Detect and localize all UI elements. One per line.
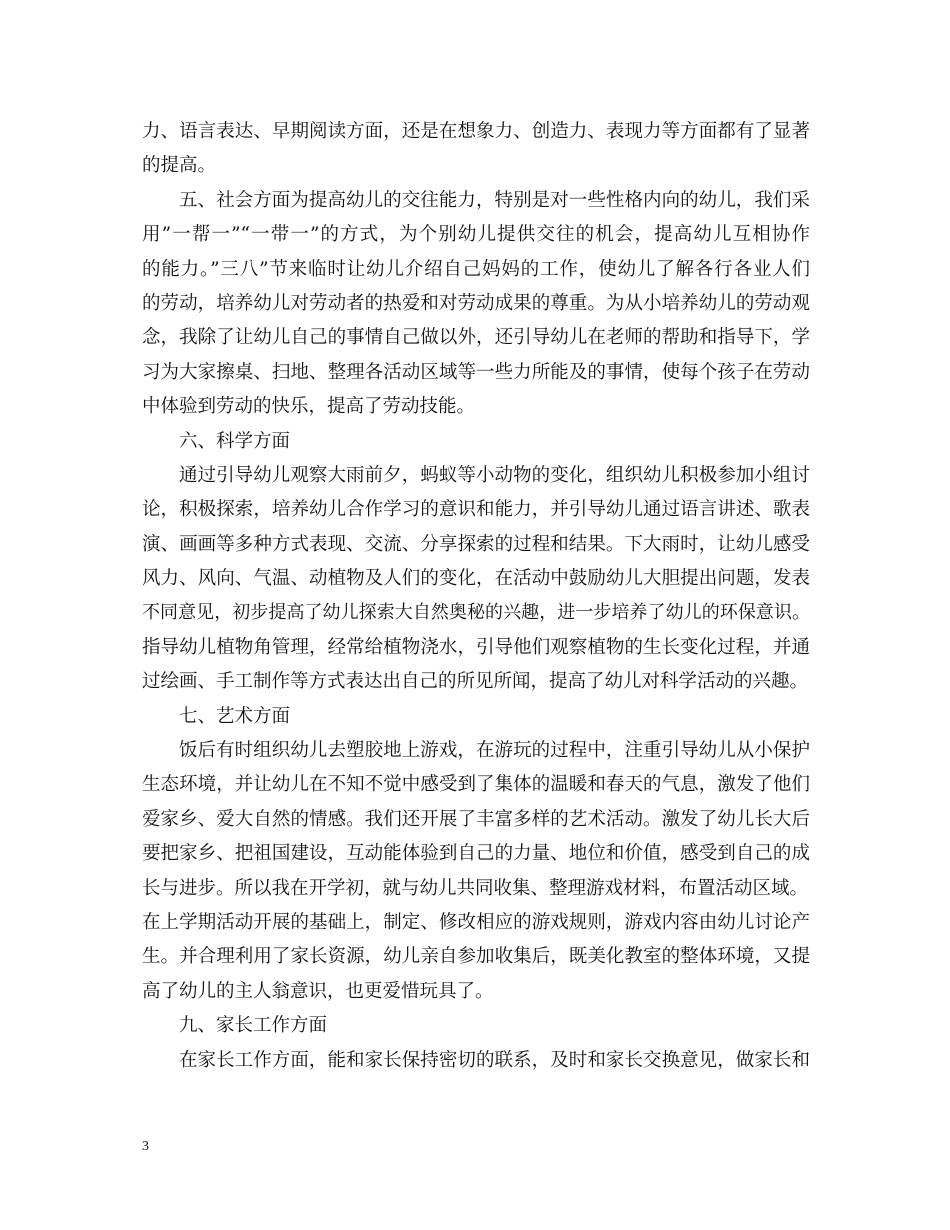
text-line: 七、艺术方面 [179, 705, 291, 727]
text-line: 五、社会方面为提高幼儿的交往能力，特别是对一些性格内向的幼儿，我们采 [179, 189, 810, 211]
text-line: 的劳动，培养幼儿对劳动者的热爱和对劳动成果的尊重。为从小培养幼儿的劳动观 [142, 292, 810, 314]
text-line: 饭后有时组织幼儿去塑胶地上游戏，在游玩的过程中，注重引导幼儿从小保护 [179, 740, 810, 762]
page-number: 3 [142, 1139, 149, 1154]
text-line: 念，我除了让幼儿自己的事情自己做以外，还引导幼儿在老师的帮助和指导下，学 [142, 327, 810, 349]
text-line: 过绘画、手工制作等方式表达出自己的所见所闻，提高了幼儿对科学活动的兴趣。 [142, 671, 809, 693]
text-line: 长与进步。所以我在开学初，就与幼儿共同收集、整理游戏材料，布置活动区域。 [142, 877, 809, 899]
text-line: 生。并合理利用了家长资源，幼儿亲自参加收集后，既美化教室的整体环境，又提 [142, 946, 810, 968]
text-line: 爱家乡、爱大自然的情感。我们还开展了丰富多样的艺术活动。激发了幼儿长大后 [142, 808, 810, 830]
text-line: 中体验到劳动的快乐，提高了劳动技能。 [142, 396, 476, 418]
text-line: 习为大家擦桌、扫地、整理各活动区域等一些力所能及的事情，使每个孩子在劳动 [142, 361, 810, 383]
text-line: 风力、风向、气温、动植物及人们的变化，在活动中鼓励幼儿大胆提出问题，发表 [142, 568, 810, 590]
text-line: 要把家乡、把祖国建设，互动能体验到自己的力量、地位和价值，感受到自己的成 [142, 843, 810, 865]
text-line: 论，积极探索，培养幼儿合作学习的意识和能力，并引导幼儿通过语言讲述、歌表 [142, 499, 810, 521]
text-line: 在家长工作方面，能和家长保持密切的联系，及时和家长交换意见，做家长和 [179, 1049, 810, 1071]
text-line: 高了幼儿的主人翁意识，也更爱惜玩具了。 [142, 980, 494, 1002]
text-line: 的能力。”三八”节来临时让幼儿介绍自己妈妈的工作，使幼儿了解各行各业人们 [142, 258, 810, 280]
text-line: 指导幼儿植物角管理，经常给植物浇水，引导他们观察植物的生长变化过程，并通 [142, 636, 810, 658]
text-line: 在上学期活动开展的基础上，制定、修改相应的游戏规则，游戏内容由幼儿讨论产 [142, 911, 810, 933]
text-line: 六、科学方面 [179, 430, 291, 452]
text-line: 演、画画等多种方式表现、交流、分享探索的过程和结果。下大雨时，让幼儿感受 [142, 533, 810, 555]
text-line: 的提高。 [142, 155, 217, 177]
text-line: 生态环境，并让幼儿在不知不觉中感受到了集体的温暖和春天的气息，激发了他们 [142, 774, 810, 796]
text-line: 力、语言表达、早期阅读方面，还是在想象力、创造力、表现力等方面都有了显著 [142, 121, 810, 142]
text-line: 九、家长工作方面 [179, 1015, 328, 1037]
text-line: 不同意见，初步提高了幼儿探索大自然奥秘的兴趣，进一步培养了幼儿的环保意识。 [142, 602, 810, 624]
text-line: 通过引导幼儿观察大雨前夕，蚂蚁等小动物的变化，组织幼儿积极参加小组讨 [179, 464, 810, 486]
document-body [142, 115, 810, 1078]
text-line: 用”一帮一”“一带一”的方式，为个别幼儿提供交往的机会，提高幼儿互相协作 [142, 224, 810, 246]
